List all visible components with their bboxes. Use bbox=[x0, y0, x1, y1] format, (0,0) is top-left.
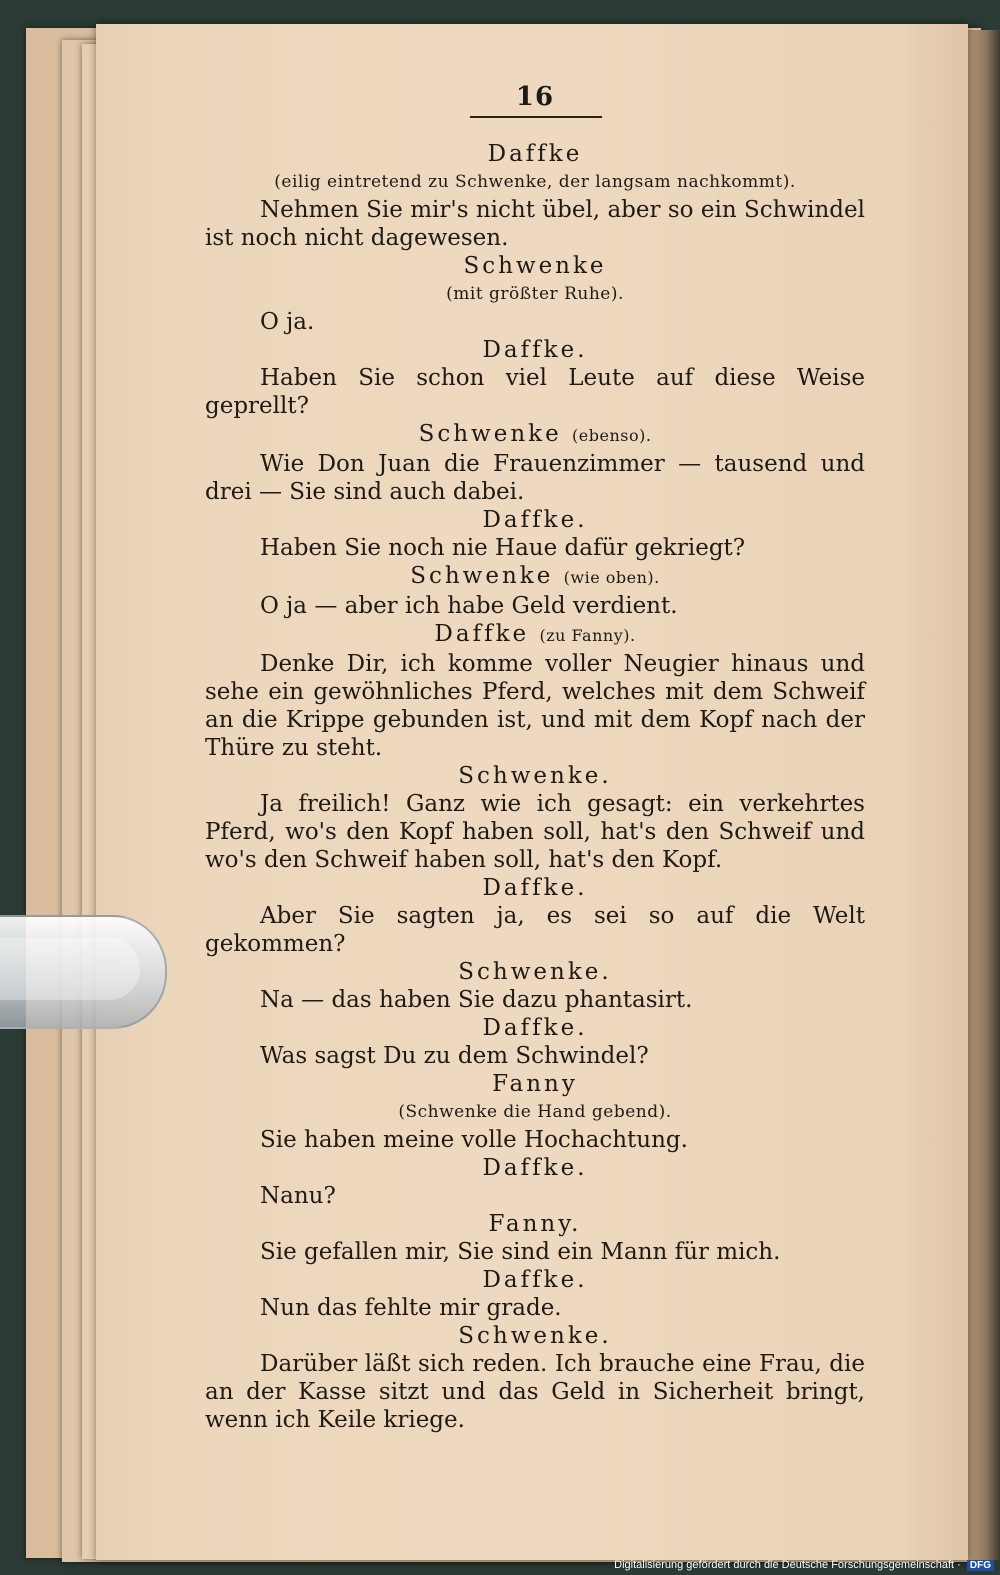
speaker-label: Daffke. bbox=[482, 1015, 588, 1041]
speaker-label: Fanny bbox=[492, 1071, 578, 1097]
page-number: 16 bbox=[515, 82, 555, 112]
speaker-label: Schwenke bbox=[418, 421, 562, 447]
speaker-label: Schwenke bbox=[410, 563, 554, 589]
speaker-name bbox=[205, 420, 865, 450]
speaker-label: Daffke. bbox=[482, 337, 588, 363]
footer-credit bbox=[614, 1559, 994, 1571]
speaker-label: Schwenke. bbox=[458, 763, 612, 789]
play-text bbox=[205, 140, 865, 1434]
footer-text: Digitalisierung gefördert durch die Deutsche Forschungsgemeinschaft · bbox=[614, 1559, 961, 1571]
dialogue-line: Sie haben meine volle Hochachtung. bbox=[260, 1127, 688, 1153]
dialogue-line: Haben Sie noch nie Haue dafür gekriegt? bbox=[260, 535, 746, 561]
speaker-label: Daffke. bbox=[482, 875, 588, 901]
header-rule bbox=[470, 116, 602, 118]
dialogue-line: Ja freilich! Ganz wie ich gesagt: ein verkehrtes Pferd, wo's den Kopf haben soll, hat's den Schweif und wo's den Schweif haben soll, hat's den Kopf. bbox=[205, 791, 865, 873]
speaker-name bbox=[205, 1322, 865, 1350]
speaker-name bbox=[205, 1266, 865, 1294]
dialogue-line: Na — das haben Sie dazu phantasirt. bbox=[260, 987, 693, 1013]
dialogue-line: Nun das fehlte mir grade. bbox=[260, 1295, 562, 1321]
book-spine-edge bbox=[966, 30, 1000, 1560]
dialogue-line: Denke Dir, ich komme voller Neugier hinaus und sehe ein gewöhnliches Pferd, welches mit dem Schweif an die Krippe gebunden ist, und mit dem Kopf nach der Thüre zu steht. bbox=[205, 651, 865, 761]
speaker-name bbox=[205, 336, 865, 364]
speaker-label: Schwenke. bbox=[458, 1323, 612, 1349]
speaker-name bbox=[205, 252, 865, 280]
dialogue-line: O ja. bbox=[260, 309, 315, 335]
dialogue-line: Sie gefallen mir, Sie sind ein Mann für mich. bbox=[260, 1239, 781, 1265]
stage-direction: (ebenso). bbox=[572, 426, 652, 445]
dialogue-line: Darüber läßt sich reden. Ich brauche eine Frau, die an der Kasse sitzt und das Geld in Sicherheit bringt, wenn ich Keile kriege. bbox=[205, 1351, 865, 1433]
stage-direction: (Schwenke die Hand gebend). bbox=[398, 1102, 672, 1122]
stage-direction: (zu Fanny). bbox=[539, 626, 636, 645]
speaker-name bbox=[205, 1014, 865, 1042]
speaker-name bbox=[205, 1154, 865, 1182]
speaker-name bbox=[205, 874, 865, 902]
speaker-name bbox=[205, 1070, 865, 1098]
speaker-name bbox=[205, 958, 865, 986]
stage-direction: (wie oben). bbox=[563, 568, 660, 587]
speaker-label: Schwenke. bbox=[458, 959, 612, 985]
speaker-label: Fanny. bbox=[488, 1211, 582, 1237]
stage-direction: (eilig eintretend zu Schwenke, der langsam nachkommt). bbox=[274, 172, 796, 192]
speaker-name bbox=[205, 620, 865, 650]
speaker-label: Daffke. bbox=[482, 507, 588, 533]
dialogue-line: Aber Sie sagten ja, es sei so auf die Welt gekommen? bbox=[205, 903, 865, 957]
page-clip-highlight bbox=[0, 938, 140, 1000]
dialogue-line: Was sagst Du zu dem Schwindel? bbox=[260, 1043, 649, 1069]
speaker-name bbox=[205, 1210, 865, 1238]
speaker-label: Schwenke bbox=[463, 253, 607, 279]
speaker-label: Daffke bbox=[434, 621, 530, 647]
dialogue-line: O ja — aber ich habe Geld verdient. bbox=[260, 593, 678, 619]
dialogue-line: Wie Don Juan die Frauenzimmer — tausend und drei — Sie sind auch dabei. bbox=[205, 451, 865, 505]
speaker-label: Daffke bbox=[487, 141, 583, 167]
dfg-logo: DFG bbox=[967, 1560, 994, 1571]
speaker-label: Daffke. bbox=[482, 1155, 588, 1181]
speaker-name bbox=[205, 562, 865, 592]
dialogue-line: Nehmen Sie mir's nicht übel, aber so ein Schwindel ist noch nicht dagewesen. bbox=[205, 197, 865, 251]
speaker-label: Daffke. bbox=[482, 1267, 588, 1293]
stage-direction: (mit größter Ruhe). bbox=[446, 284, 624, 304]
speaker-name bbox=[205, 762, 865, 790]
speaker-name bbox=[205, 506, 865, 534]
dialogue-line: Haben Sie schon viel Leute auf diese Weise geprellt? bbox=[205, 365, 865, 419]
speaker-name bbox=[205, 140, 865, 168]
dialogue-line: Nanu? bbox=[260, 1183, 336, 1209]
